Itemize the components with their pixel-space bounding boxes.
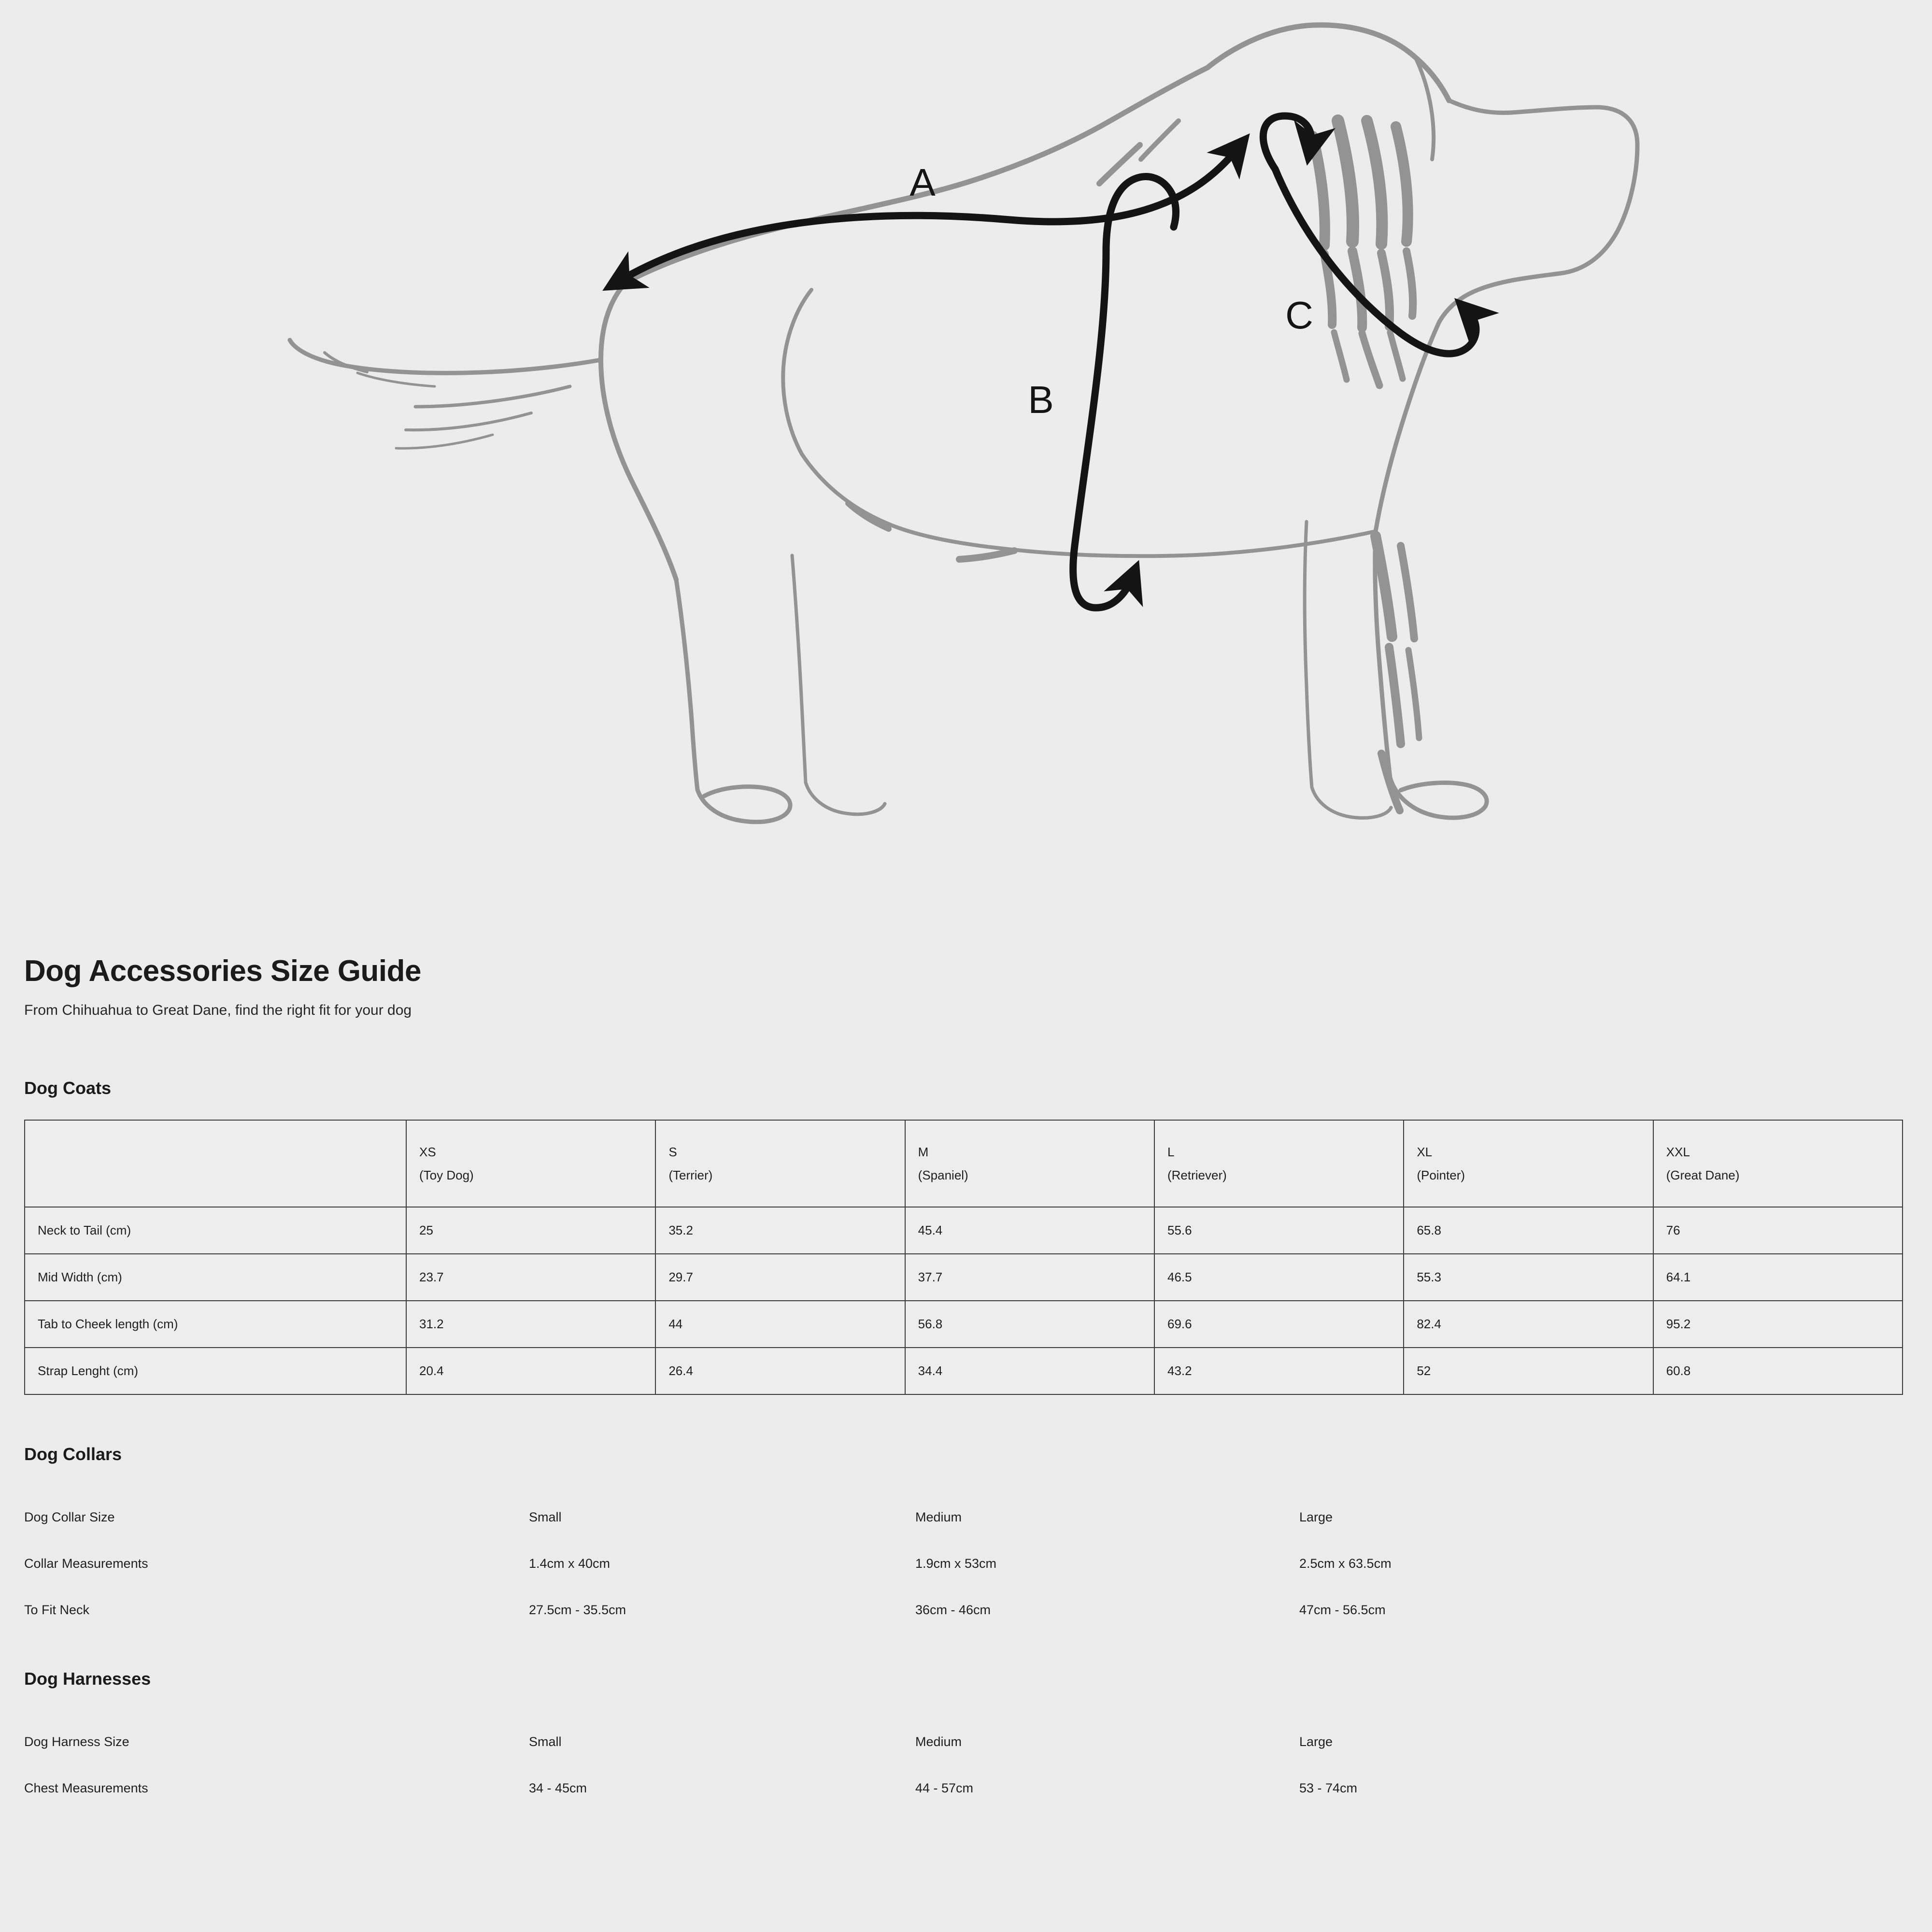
section-heading-coats: Dog Coats: [24, 1078, 111, 1098]
section-heading-collars: Dog Collars: [24, 1444, 122, 1464]
measure-label-b: B: [1028, 378, 1054, 421]
row-value: 45.4: [905, 1207, 1154, 1254]
col-size-m: M: [918, 1144, 929, 1159]
spec-row: [24, 1765, 1903, 1811]
row-value: 26.4: [655, 1348, 905, 1394]
row-value: 34.4: [905, 1348, 1154, 1394]
row-value: 46.5: [1154, 1254, 1404, 1301]
page-subtitle: From Chihuahua to Great Dane, find the right fit for your dog: [24, 1002, 412, 1018]
row-value: 25: [406, 1207, 655, 1254]
row-value: 82.4: [1404, 1301, 1653, 1348]
spec-value: Large: [1299, 1510, 1333, 1524]
row-value: 29.7: [655, 1254, 905, 1301]
page-title: Dog Accessories Size Guide: [24, 954, 422, 988]
row-value: 52: [1404, 1348, 1653, 1394]
row-value: 76: [1653, 1207, 1903, 1254]
row-value: 56.8: [905, 1301, 1154, 1348]
spec-value: 53 - 74cm: [1299, 1781, 1358, 1795]
measure-label-a: A: [909, 161, 936, 204]
col-breed-s: (Terrier): [668, 1168, 713, 1182]
table-col-header-s: [655, 1120, 905, 1207]
col-size-xxl: XXL: [1666, 1144, 1690, 1159]
row-value: 37.7: [905, 1254, 1154, 1301]
col-breed-xs: (Toy Dog): [419, 1168, 474, 1182]
spec-row: [24, 1719, 1903, 1765]
row-value: 69.6: [1154, 1301, 1404, 1348]
col-breed-l: (Retriever): [1167, 1168, 1227, 1182]
spec-value: Large: [1299, 1734, 1333, 1749]
dog-collars-spec-grid: [24, 1494, 1903, 1633]
dog-coats-table: [24, 1120, 1903, 1395]
measure-arrow-b: [1073, 177, 1176, 608]
spec-label: To Fit Neck: [24, 1603, 90, 1617]
dog-coats-table-wrapper: [24, 1120, 1903, 1395]
row-label: Mid Width (cm): [25, 1254, 406, 1301]
col-breed-m: (Spaniel): [918, 1168, 968, 1182]
spec-label: Collar Measurements: [24, 1556, 148, 1571]
spec-value: 2.5cm x 63.5cm: [1299, 1556, 1392, 1571]
col-size-l: L: [1167, 1144, 1175, 1159]
row-value: 44: [655, 1301, 905, 1348]
row-label: Tab to Cheek length (cm): [25, 1301, 406, 1348]
row-value: 20.4: [406, 1348, 655, 1394]
dog-silhouette: [290, 25, 1637, 822]
table-row: [25, 1301, 1903, 1348]
col-breed-xl: (Pointer): [1417, 1168, 1465, 1182]
row-value: 55.3: [1404, 1254, 1653, 1301]
table-corner-cell: [25, 1120, 406, 1207]
row-label: Strap Lenght (cm): [25, 1348, 406, 1394]
row-value: 35.2: [655, 1207, 905, 1254]
row-label: Neck to Tail (cm): [25, 1207, 406, 1254]
table-row: [25, 1254, 1903, 1301]
spec-row: [24, 1540, 1903, 1587]
dog-diagram: [0, 0, 1932, 908]
spec-row: [24, 1494, 1903, 1540]
spec-value: Small: [529, 1734, 562, 1749]
spec-value: 34 - 45cm: [529, 1781, 587, 1795]
row-value: 31.2: [406, 1301, 655, 1348]
row-value: 65.8: [1404, 1207, 1653, 1254]
spec-value: Small: [529, 1510, 562, 1524]
row-value: 23.7: [406, 1254, 655, 1301]
spec-value: 44 - 57cm: [915, 1781, 974, 1795]
spec-value: 47cm - 56.5cm: [1299, 1603, 1386, 1617]
row-value: 55.6: [1154, 1207, 1404, 1254]
spec-value: 1.9cm x 53cm: [915, 1556, 997, 1571]
spec-label: Dog Collar Size: [24, 1510, 115, 1524]
table-header-row: [25, 1120, 1903, 1207]
row-value: 43.2: [1154, 1348, 1404, 1394]
spec-row: [24, 1587, 1903, 1633]
col-size-xs: XS: [419, 1144, 436, 1159]
row-value: 95.2: [1653, 1301, 1903, 1348]
spec-value: 36cm - 46cm: [915, 1603, 991, 1617]
spec-value: Medium: [915, 1510, 962, 1524]
table-col-header-xl: [1404, 1120, 1653, 1207]
col-size-xl: XL: [1417, 1144, 1433, 1159]
row-value: 60.8: [1653, 1348, 1903, 1394]
section-heading-harnesses: Dog Harnesses: [24, 1669, 151, 1689]
col-breed-xxl: (Great Dane): [1666, 1168, 1740, 1182]
table-col-header-l: [1154, 1120, 1404, 1207]
dog-harnesses-spec-grid: [24, 1719, 1903, 1811]
table-col-header-xs: [406, 1120, 655, 1207]
col-size-s: S: [668, 1144, 677, 1159]
table-col-header-xxl: [1653, 1120, 1903, 1207]
table-col-header-m: [905, 1120, 1154, 1207]
spec-label: Dog Harness Size: [24, 1734, 129, 1749]
spec-value: 1.4cm x 40cm: [529, 1556, 611, 1571]
spec-label: Chest Measurements: [24, 1781, 148, 1795]
table-row: [25, 1348, 1903, 1394]
measure-label-c: C: [1285, 294, 1313, 337]
row-value: 64.1: [1653, 1254, 1903, 1301]
spec-value: Medium: [915, 1734, 962, 1749]
spec-value: 27.5cm - 35.5cm: [529, 1603, 626, 1617]
dog-fur-shading: [848, 121, 1419, 810]
table-row: [25, 1207, 1903, 1254]
